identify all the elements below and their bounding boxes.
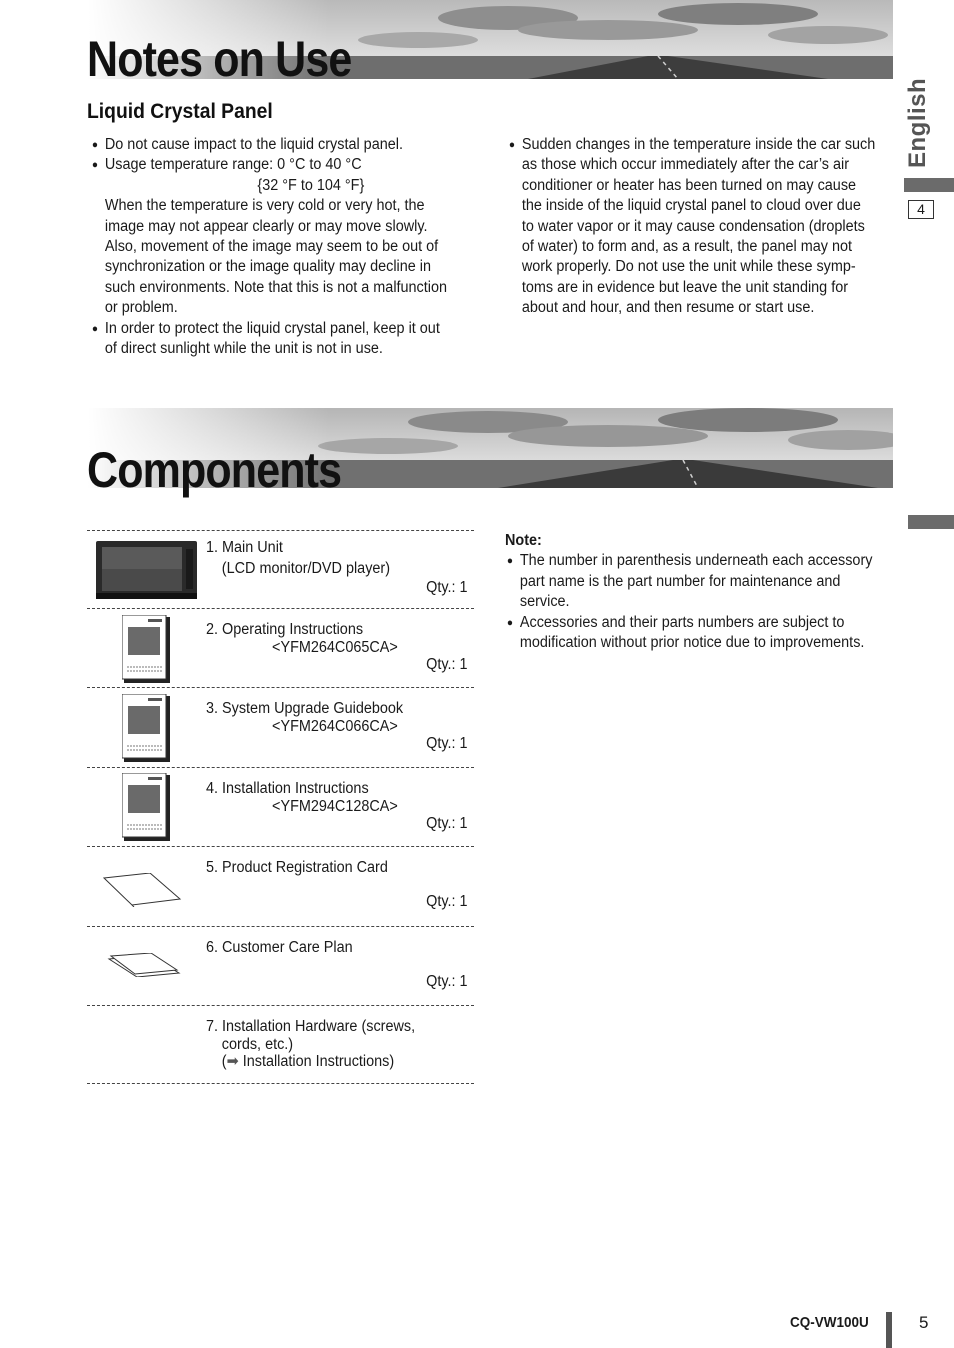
part-number: <YFM264C066CA> <box>272 717 398 735</box>
quantity: Qty.: 1 <box>426 973 468 990</box>
liquid-crystal-panel-heading: Liquid Crystal Panel <box>87 100 273 123</box>
reference-link: Installation Instructions <box>242 1053 390 1071</box>
manual-booklet-icon <box>122 694 170 762</box>
table-row <box>87 1005 474 1083</box>
bullet-text: modification without prior notice due to improvements. <box>519 634 865 652</box>
temperature-paragraph <box>90 196 467 318</box>
note-block <box>505 531 891 653</box>
table-row <box>87 846 474 926</box>
bullet-text: In order to protect the liquid crystal panel, keep it out <box>104 319 440 337</box>
bullet-text: the inside of the liquid crystal panel to cloud over due <box>521 197 861 215</box>
component-name <box>206 939 353 957</box>
card-icon <box>102 873 182 907</box>
bullet-text: of water) to form and, as a result, the panel may not <box>521 238 853 256</box>
bullet-text: Usage temperature range: 0 °C to 40 °C <box>104 156 362 174</box>
note-label: Note: <box>505 532 542 549</box>
paragraph-line: such environments. Note that this is not a malfunction <box>104 278 448 296</box>
bullet-icon: ● <box>508 139 516 151</box>
bullet-text: to water vapor or it may cause condensation (droplets <box>521 217 865 235</box>
paragraph-line: Also, movement of the image may seem to be out of <box>104 238 439 256</box>
component-name <box>206 1018 415 1071</box>
paragraph-line: synchronization or the image quality may decline in <box>104 258 432 276</box>
bullet-text: part name is the part number for maintenance and <box>519 572 841 590</box>
manual-booklet-icon <box>122 773 170 841</box>
bullet-text: about and hour, and then resume or start use. <box>521 299 815 317</box>
component-name <box>206 621 398 656</box>
quantity: Qty.: 1 <box>426 815 468 832</box>
manual-booklet-icon <box>122 615 170 683</box>
table-bottom-border <box>87 1083 474 1084</box>
model-number: CQ-VW100U <box>790 1314 869 1331</box>
list-item <box>90 155 467 175</box>
list-item <box>90 319 467 360</box>
notes-on-use-title: Notes on Use <box>87 31 352 87</box>
list-item <box>90 135 467 155</box>
paragraph-line: or problem. <box>104 299 178 317</box>
table-row <box>87 530 474 608</box>
table-row <box>87 608 474 687</box>
section-page-box: 4 <box>908 200 934 219</box>
quantity: Qty.: 1 <box>426 735 468 752</box>
table-row <box>87 687 474 767</box>
bullet-text: Accessories and their parts numbers are subject to <box>519 613 845 631</box>
component-line: cords, etc.) <box>221 1035 294 1053</box>
component-line: (LCD monitor/DVD player) <box>221 559 391 577</box>
bullet-text: of direct sunlight while the unit is not in use. <box>104 340 383 358</box>
language-tab-bar <box>904 178 954 192</box>
bullet-icon: ● <box>91 159 99 172</box>
bullet-text: conditioner or heater has been turned on may cause <box>521 176 857 194</box>
paragraph-line: image may not appear clearly or may move slowly. <box>104 217 428 235</box>
quantity: Qty.: 1 <box>426 893 468 910</box>
component-line: 2. Operating Instructions <box>206 621 364 638</box>
bullet-text: service. <box>519 593 570 611</box>
notes-left-column <box>90 135 467 359</box>
table-row <box>87 767 474 846</box>
quantity: Qty.: 1 <box>426 656 468 673</box>
bullet-text: Do not cause impact to the liquid crystal panel. <box>104 136 403 153</box>
language-tab-label: English <box>904 77 931 168</box>
list-item <box>507 135 890 319</box>
sheets-icon <box>107 953 181 977</box>
component-line: 5. Product Registration Card <box>206 859 388 876</box>
notes-right-column <box>507 135 890 319</box>
bullet-text: work properly. Do not use the unit while these symp- <box>521 258 856 276</box>
list-item <box>505 613 891 654</box>
component-name <box>206 539 390 577</box>
bullet-text: as those which occur immediately after the car’s air <box>521 156 850 174</box>
arrow-right-icon: ➡ <box>226 1053 239 1071</box>
bullet-icon: ● <box>506 555 514 568</box>
bullet-text: toms are in evidence but leave the unit standing for <box>521 278 849 296</box>
bullet-text: The number in parenthesis underneath each accessory <box>519 552 873 570</box>
component-name <box>206 859 388 877</box>
section-tab-bar <box>908 515 954 529</box>
component-line: 4. Installation Instructions <box>206 780 369 797</box>
component-name <box>206 780 398 815</box>
component-line: 7. Installation Hardware (screws, <box>206 1018 416 1035</box>
component-line: 6. Customer Care Plan <box>206 939 353 956</box>
bullet-text: Sudden changes in the temperature inside the car such <box>521 136 876 153</box>
temperature-fahrenheit: {32 °F to 104 °F} <box>257 176 365 194</box>
component-line: 3. System Upgrade Guidebook <box>206 700 404 717</box>
bullet-icon: ● <box>91 139 99 151</box>
lcd-monitor-icon <box>96 541 197 599</box>
part-number: <YFM264C065CA> <box>272 638 398 656</box>
bullet-icon: ● <box>506 616 514 629</box>
page-number: 5 <box>919 1313 929 1332</box>
component-line: 1. Main Unit <box>206 539 283 556</box>
footer-divider <box>886 1312 892 1348</box>
reference-line: (➡ Installation Instructions) <box>221 1053 395 1071</box>
components-title: Components <box>87 442 342 498</box>
quantity: Qty.: 1 <box>426 579 468 596</box>
table-row <box>87 926 474 1005</box>
paragraph-line: When the temperature is very cold or very hot, the <box>104 197 425 215</box>
bullet-icon: ● <box>91 322 99 335</box>
part-number: <YFM294C128CA> <box>272 797 398 815</box>
component-name <box>206 700 403 735</box>
list-item <box>505 551 891 612</box>
